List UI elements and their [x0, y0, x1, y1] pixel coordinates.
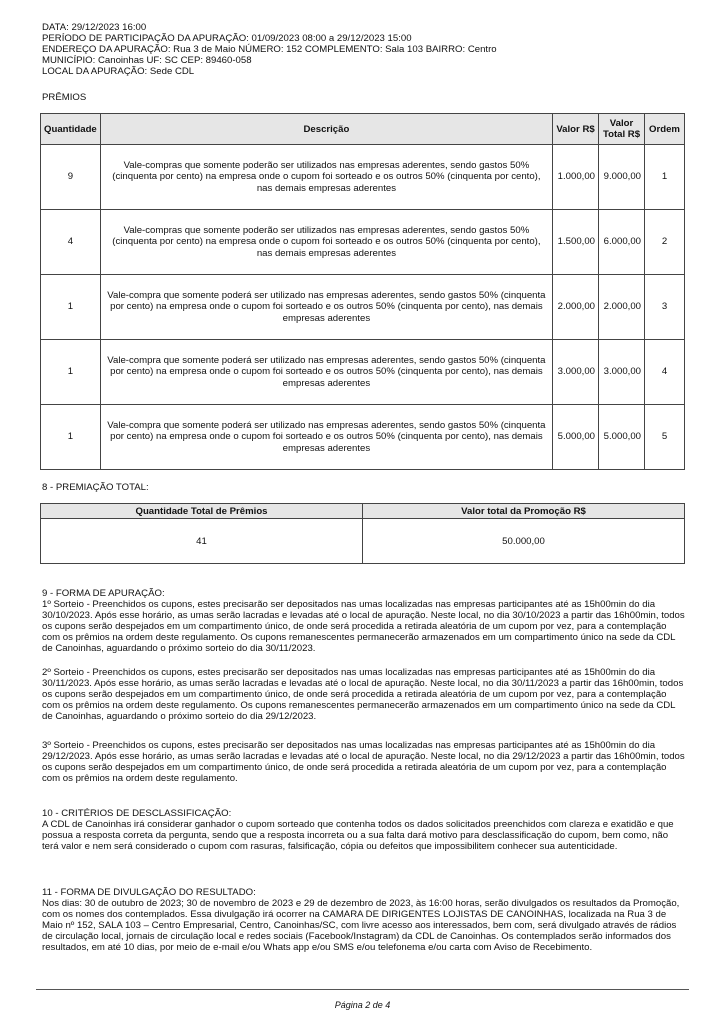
header-data: DATA: 29/12/2023 16:00 — [42, 22, 147, 33]
cell-valor-total: 5.000,00 — [599, 405, 645, 470]
totals-value-row — [41, 519, 685, 564]
header-local: LOCAL DA APURAÇÃO: Sede CDL — [42, 66, 195, 77]
col-valor-total-line1: Valor — [609, 118, 634, 129]
header-endereco: ENDEREÇO DA APURAÇÃO: Rua 3 de Maio NÚMERO: 152 COMPLEMENTO: Sala 103 BAIRRO: Centro — [42, 44, 497, 55]
col-valor-total-line2: Total R$ — [602, 129, 641, 140]
cell-descricao: Vale-compra que somente poderá ser utilizado nas empresas aderentes, sendo gastos 50% (cinquenta por cento) na empresa onde o cupom foi sorteado e os outros 50% (cinquenta por cento), nas demais empresas aderentes — [100, 405, 552, 470]
col-quantidade-total: Quantidade Total de Prêmios — [41, 504, 363, 519]
col-descricao: Descrição — [100, 114, 552, 145]
desclassificacao-title: 10 - CRITÉRIOS DE DESCLASSIFICAÇÃO: — [42, 808, 232, 819]
apuracao-sorteio-3: 3º Sorteio - Preenchidos os cupons, estes precisarão ser depositados nas umas localizadas nas empresas participantes até as 15h00min do dia 29/12/2023. Após esse horário, as umas serão lacradas e levadas até o local de apuração. Neste local, no dia 29/12/2023 a partir das 16h00min, todos os cupons serão despejados em um compartimento único, de onde será procedida a retirada aleatória de um cupom por vez, para a contemplação com os prêmios na ordem deste regulamento. — [42, 740, 685, 784]
cell-ordem: 4 — [645, 340, 685, 405]
cell-descricao: Vale-compras que somente poderão ser utilizados nas empresas aderentes, sendo gastos 50% (cinquenta por cento) na empresa onde o cupom foi sorteado e os outros 50% (cinquenta por cento), nas demais empresas aderentes — [100, 210, 552, 275]
cell-valor-total: 9.000,00 — [599, 145, 645, 210]
page-number: Página 2 de 4 — [334, 1000, 391, 1010]
table-row — [41, 405, 685, 470]
cell-valor: 5.000,00 — [553, 405, 599, 470]
desclassificacao-text: A CDL de Canoinhas irá considerar ganhador o cupom sorteado que contenha todos os dados solicitados preenchidos com clareza e exatidão e que possua a resposta correta da pergunta, sendo que a resposta incorreta ou a sua falta dará motivo para desclassificação do cupom, bem como, não terá valor e nem será considerado o cupom com rasuras, falsificação, cópia ou defeitos que impossibilitem conhecer sua autenticidade. — [42, 819, 674, 852]
footer-divider — [36, 989, 689, 990]
cell-quantidade: 1 — [41, 405, 101, 470]
prizes-header-row — [41, 114, 685, 145]
cell-descricao: Vale-compras que somente poderão ser utilizados nas empresas aderentes, sendo gastos 50% (cinquenta por cento) na empresa onde o cupom foi sorteado e os outros 50% (cinquenta por cento), nas demais empresas aderentes — [100, 145, 552, 210]
col-valor-total-promocao: Valor total da Promoção R$ — [363, 504, 685, 519]
cell-valor: 3.000,00 — [553, 340, 599, 405]
divulgacao-title: 11 - FORMA DE DIVULGAÇÃO DO RESULTADO: — [42, 887, 256, 898]
prizes-table — [40, 113, 685, 470]
desclassificacao-section — [42, 808, 687, 852]
quantidade-total-value: 41 — [41, 519, 363, 564]
header-municipio: MUNICÍPIO: Canoinhas UF: SC CEP: 89460-058 — [42, 55, 252, 66]
divulgacao-section — [42, 887, 687, 953]
totals-table — [40, 503, 685, 564]
col-quantidade: Quantidade — [41, 114, 101, 145]
table-row — [41, 210, 685, 275]
cell-descricao: Vale-compra que somente poderá ser utilizado nas empresas aderentes, sendo gastos 50% (cinquenta por cento) na empresa onde o cupom foi sorteado e os outros 50% (cinquenta por cento), nas demais empresas aderentes — [100, 275, 552, 340]
cell-valor-total: 3.000,00 — [599, 340, 645, 405]
totals-header-row — [41, 504, 685, 519]
table-row — [41, 275, 685, 340]
apuracao-title: 9 - FORMA DE APURAÇÃO: — [42, 588, 165, 599]
apuracao-sorteio-1: 1º Sorteio - Preenchidos os cupons, estes precisarão ser depositados nas umas localizadas nas empresas participantes até as 15h00min do dia 30/10/2023. Após esse horário, as umas serão lacradas e levadas até o local de apuração. Neste local, no dia 30/10/2023 a partir das 16h00min, todos os cupons serão despejados em um compartimento único, de onde será procedida a retirada aleatória de um cupom por vez, para a contemplação com os prêmios na ordem deste regulamento. Os cupons remanescentes permanecerão armazenados em um compartimento único na sede da CDL de Canoinhas, aguardando o próximo sorteio do dia 30/11/2023. — [42, 599, 685, 654]
divulgacao-text: Nos dias: 30 de outubro de 2023; 30 de novembro de 2023 e 29 de dezembro de 2023, às 16:00 horas, serão divulgados os resultados da Promoção, com os nomes dos contemplados. Essa divulgação irá ocorrer na CAMARA DE DIRIGENTES LOJISTAS DE CANOINHAS, localizada na Rua 3 de Maio nº 152, SALA 103 – Centro Empresarial, Centro, Canoinhas/SC, com livre acesso aos interessados, bem com, será divulgado através de rádios de circulação local, jornais de circulação local e redes sociais (Facebook/Instagram) da CDL de Canoinhas. Os contemplados serão informados dos resultados, em até 10 dias, por meio de e-mail e/ou Whats app e/ou SMS e/ou telefonema e/ou carta com Aviso de Recebimento. — [42, 898, 680, 953]
col-valor: Valor R$ — [553, 114, 599, 145]
cell-valor: 1.500,00 — [553, 210, 599, 275]
cell-valor-total: 2.000,00 — [599, 275, 645, 340]
cell-quantidade: 4 — [41, 210, 101, 275]
apuracao-section — [42, 588, 687, 654]
cell-valor: 2.000,00 — [553, 275, 599, 340]
cell-ordem: 5 — [645, 405, 685, 470]
premios-label: PRÊMIOS — [42, 92, 87, 103]
col-ordem: Ordem — [645, 114, 685, 145]
valor-total-value: 50.000,00 — [363, 519, 685, 564]
cell-quantidade: 1 — [41, 340, 101, 405]
col-valor-total — [599, 114, 645, 145]
table-row — [41, 340, 685, 405]
cell-quantidade: 9 — [41, 145, 101, 210]
premiacao-total-label: 8 - PREMIAÇÃO TOTAL: — [42, 482, 149, 493]
cell-quantidade: 1 — [41, 275, 101, 340]
cell-ordem: 1 — [645, 145, 685, 210]
cell-descricao: Vale-compra que somente poderá ser utilizado nas empresas aderentes, sendo gastos 50% (cinquenta por cento) na empresa onde o cupom foi sorteado e os outros 50% (cinquenta por cento), nas demais empresas aderentes — [100, 340, 552, 405]
cell-ordem: 3 — [645, 275, 685, 340]
cell-valor: 1.000,00 — [553, 145, 599, 210]
header-periodo: PERÍODO DE PARTICIPAÇÃO DA APURAÇÃO: 01/09/2023 08:00 a 29/12/2023 15:00 — [42, 33, 412, 44]
apuracao-sorteio-2: 2º Sorteio - Preenchidos os cupons, estes precisarão ser depositados nas umas localizadas nas empresas participantes até as 15h00min do dia 30/11/2023. Após esse horário, as umas serão lacradas e levadas até o local de apuração. Neste local, no dia 30/11/2023 a partir das 16h00min, todos os cupons serão despejados em um compartimento único, de onde será procedida a retirada aleatória de um cupom por vez, para a contemplação com os prêmios na ordem deste regulamento. Os cupons remanescentes permanecerão armazenados em um compartimento único na sede da CDL de Canoinhas, aguardando o próximo sorteio do dia 29/12/2023. — [42, 667, 684, 722]
table-row — [41, 145, 685, 210]
apuracao-header — [42, 22, 497, 77]
cell-valor-total: 6.000,00 — [599, 210, 645, 275]
cell-ordem: 2 — [645, 210, 685, 275]
